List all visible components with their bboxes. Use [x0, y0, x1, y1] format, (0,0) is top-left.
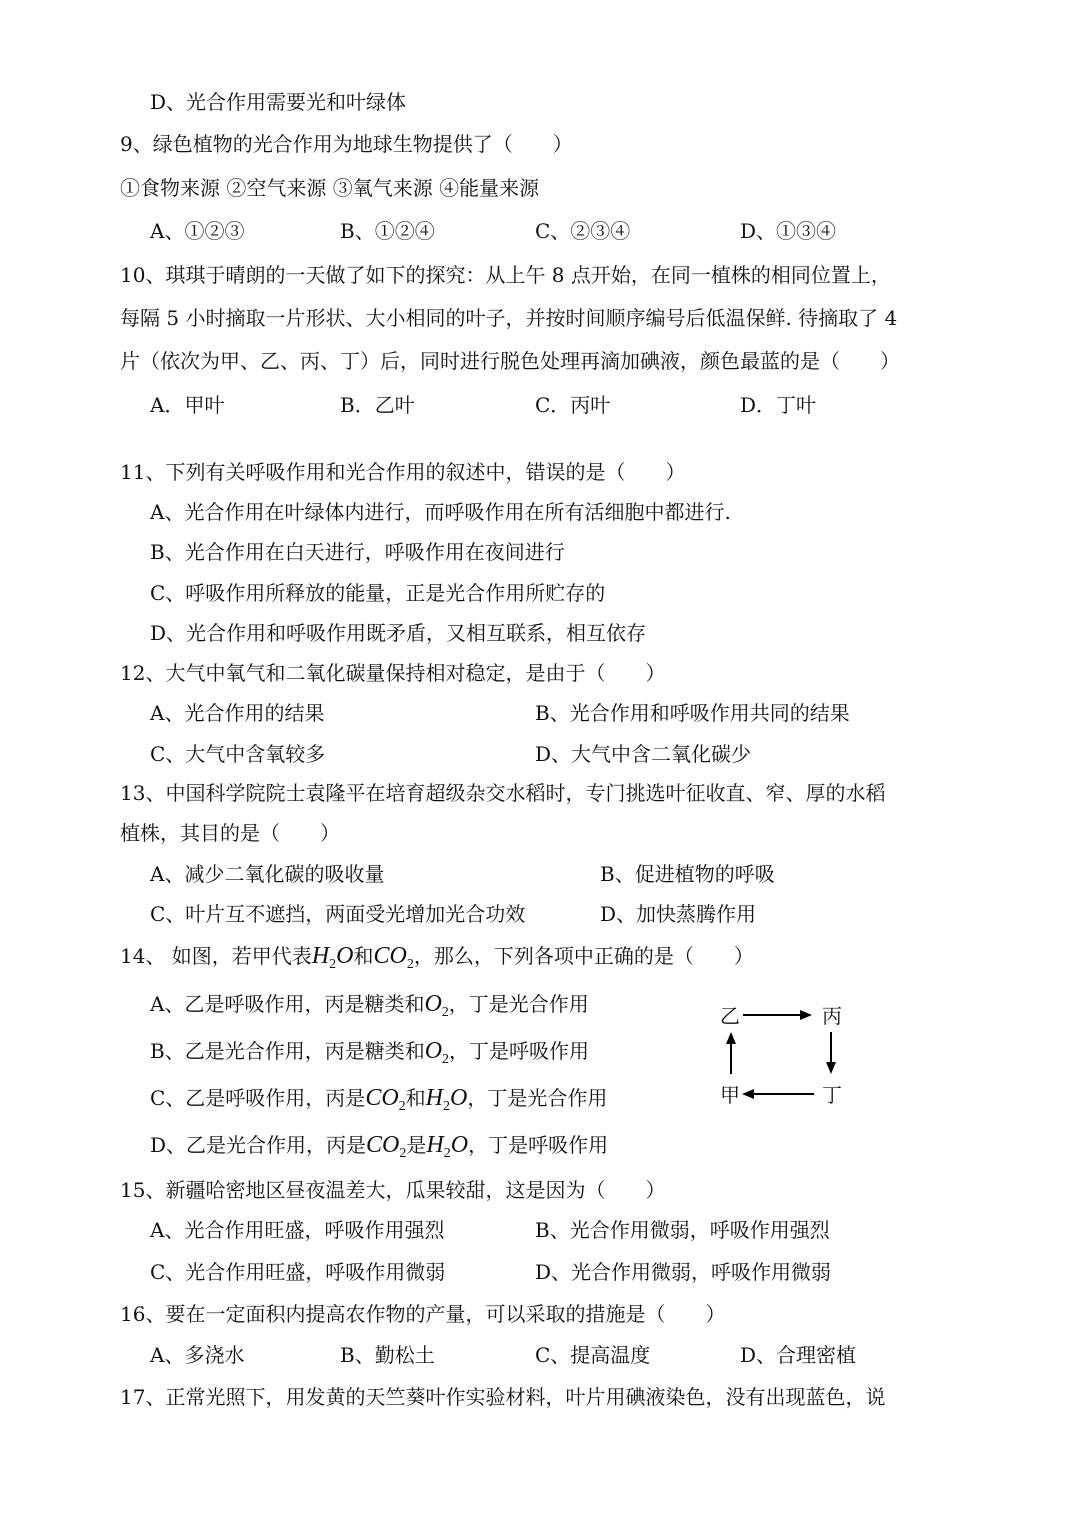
arrow-jia-to-yi	[730, 1044, 732, 1074]
q13-option-c: C、叶片互不遮挡，两面受光增加光合功效	[150, 902, 526, 926]
arrow-yi-to-bing	[743, 1014, 801, 1016]
q14-option-b: B、乙是光合作用，丙是糖类和$O_2$，丁是呼吸作用	[150, 1038, 590, 1067]
formula-co2: $CO_2$	[365, 1085, 406, 1114]
q17-line-1: 17、正常光照下，用发黄的天竺葵叶作实验材料，叶片用碘液染色，没有出现蓝色，说	[120, 1385, 886, 1409]
diagram-label-yi: 乙	[720, 1004, 740, 1028]
q11-option-b: B、光合作用在白天进行，呼吸作用在夜间进行	[150, 540, 565, 564]
q13-line-1: 13、中国科学院院士袁隆平在培育超级杂交水稻时，专门挑选叶征收直、窄、厚的水稻	[120, 781, 886, 805]
q14-option-a: A、乙是呼吸作用，丙是糖类和$O_2$，丁是光合作用	[150, 991, 589, 1020]
diagram-label-jia: 甲	[720, 1083, 740, 1107]
q9-option-d: D、①③④	[740, 219, 837, 243]
formula-h2o: $H_2O$	[426, 1132, 469, 1161]
arrowhead-right	[800, 1010, 812, 1020]
q10-option-c: C．丙叶	[535, 393, 611, 417]
q14-stem-b: 和	[353, 944, 374, 968]
q15-option-d: D、光合作用微弱，呼吸作用微弱	[535, 1260, 832, 1284]
q12-option-b: B、光合作用和呼吸作用共同的结果	[535, 701, 850, 725]
q11-option-d: D、光合作用和呼吸作用既矛盾，又相互联系，相互依存	[150, 621, 647, 645]
formula-h2o: $H_2O$	[425, 1085, 468, 1114]
q12-option-a: A、光合作用的结果	[150, 701, 325, 725]
q15-stem: 15、新疆哈密地区昼夜温差大，瓜果较甜，这是因为（ ）	[120, 1178, 666, 1202]
q9-items: ①食物来源 ②空气来源 ③氧气来源 ④能量来源	[120, 176, 540, 200]
q11-option-c: C、呼吸作用所释放的能量，正是光合作用所贮存的	[150, 581, 606, 605]
diagram-label-bing: 丙	[822, 1004, 842, 1028]
q16-option-a: A、多浇水	[150, 1343, 245, 1367]
q11-stem: 11、下列有关呼吸作用和光合作用的叙述中，错误的是（ ）	[120, 460, 686, 484]
formula-o2: $O_2$	[424, 1038, 450, 1067]
q16-option-c: C、提高温度	[535, 1343, 651, 1367]
formula-co2: $CO_2$	[366, 1132, 407, 1161]
arrowhead-down	[826, 1062, 836, 1074]
q9-option-c: C、②③④	[535, 219, 631, 243]
q13-option-b: B、促进植物的呼吸	[600, 862, 775, 886]
formula-co2: $CO_2$	[373, 943, 414, 972]
q10-option-a: A．甲叶	[150, 393, 225, 417]
q10-option-d: D．丁叶	[740, 393, 817, 417]
arrowhead-up	[726, 1032, 736, 1044]
q14-option-c: C、乙是呼吸作用，丙是$CO_2$和$H_2O$，丁是光合作用	[150, 1085, 608, 1114]
arrowhead-left	[742, 1089, 754, 1099]
q14-stem-c: ，那么，下列各项中正确的是（ ）	[413, 944, 754, 968]
q13-option-a: A、减少二氧化碳的吸收量	[150, 862, 385, 886]
q10-line-1: 10、琪琪于晴朗的一天做了如下的探究：从上午 8 点开始，在同一植株的相同位置上，	[120, 263, 891, 287]
q9-option-b: B、①②④	[340, 219, 435, 243]
formula-h2o: $H_2O$	[311, 943, 354, 972]
q11-option-a: A、光合作用在叶绿体内进行，而呼吸作用在所有活细胞中都进行.	[150, 500, 731, 524]
arrow-bing-to-ding	[830, 1032, 832, 1062]
q15-option-c: C、光合作用旺盛，呼吸作用微弱	[150, 1260, 446, 1284]
q14-stem	[120, 942, 754, 979]
q16-option-b: B、勤松土	[340, 1343, 435, 1367]
q9-stem: 9、绿色植物的光合作用为地球生物提供了（ ）	[120, 132, 573, 156]
q15-option-b: B、光合作用微弱，呼吸作用强烈	[535, 1218, 830, 1242]
formula-o2: $O_2$	[424, 991, 449, 1020]
q15-option-a: A、光合作用旺盛，呼吸作用强烈	[150, 1218, 445, 1242]
q12-option-c: C、大气中含氧较多	[150, 742, 326, 766]
q10-line-3: 片（依次为甲、乙、丙、丁）后，同时进行脱色处理再滴加碘液，颜色最蓝的是（ ）	[120, 349, 900, 373]
q10-option-b: B．乙叶	[340, 393, 415, 417]
q13-line-2: 植株，其目的是（ ）	[120, 821, 340, 845]
q12-option-d: D、大气中含二氧化碳少	[535, 742, 752, 766]
diagram-label-ding: 丁	[822, 1083, 842, 1107]
q14-stem-a: 14、 如图，若甲代表	[120, 944, 312, 968]
arrow-ding-to-jia	[754, 1093, 814, 1095]
q14-option-d: D、乙是光合作用，丙是$CO_2$是$H_2O$，丁是呼吸作用	[150, 1132, 609, 1161]
q10-line-2: 每隔 5 小时摘取一片形状、大小相同的叶子，并按时间顺序编号后低温保鲜. 待摘取了 4	[120, 306, 898, 330]
q8-option-d: D、光合作用需要光和叶绿体	[150, 90, 407, 114]
q13-option-d: D、加快蒸腾作用	[600, 902, 757, 926]
q16-option-d: D、合理密植	[740, 1343, 857, 1367]
q16-stem: 16、要在一定面积内提高农作物的产量，可以采取的措施是（ ）	[120, 1302, 726, 1326]
q9-option-a: A、①②③	[150, 219, 245, 243]
q12-stem: 12、大气中氧气和二氧化碳量保持相对稳定，是由于（ ）	[120, 661, 666, 685]
